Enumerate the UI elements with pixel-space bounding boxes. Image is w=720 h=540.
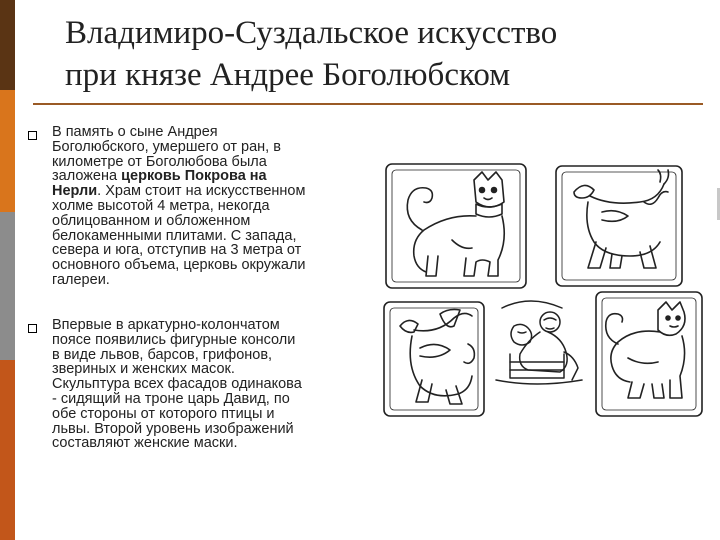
square-bullet-icon (28, 324, 37, 333)
text-line: Скульптура всех фасадов одинакова (52, 376, 302, 393)
title-underline (33, 103, 703, 105)
bullet-paragraph-1 (52, 125, 374, 288)
church-name-bold: церковь Покрова на (121, 168, 267, 185)
griffin-relief-image (552, 162, 686, 290)
text-line: холме высотой 4 метра, некогда (52, 197, 270, 214)
side-stripe-rust (0, 360, 15, 540)
text-line: Боголюбского, умершего от ран, в (52, 138, 281, 155)
side-stripe-orange (0, 90, 15, 212)
side-stripe-gray (0, 212, 15, 360)
text-line: основного объема, церковь окружали (52, 257, 306, 274)
title-line-2: при князе Андрее Боголюбском (65, 57, 511, 93)
title-line-1: Владимиро-Суздальское искусство (65, 15, 558, 51)
text-line: звериных и женских масок. (52, 361, 235, 378)
text-line: обе стороны от которого птицы и (52, 405, 275, 422)
griffin-relief-image-2 (380, 296, 488, 420)
text-fragment: . Храм стоит на искусственном (97, 183, 306, 200)
side-stripe-dark (0, 0, 15, 90)
text-line: в виде львов, барсов, грифонов, (52, 346, 273, 363)
text-line: километре от Боголюбова была (52, 153, 267, 170)
text-fragment: заложена (52, 168, 122, 185)
text-line: составляют женские маски. (52, 435, 238, 452)
text-line: львы. Второй уровень изображений (52, 420, 294, 437)
king-david-relief-image (492, 296, 588, 390)
bullet-paragraph-2 (52, 318, 374, 451)
text-line: - сидящий на троне царь Давид, по (52, 390, 290, 407)
text-line: галереи. (52, 271, 110, 288)
text-line: облицованном и обложенном (52, 212, 251, 229)
text-line: В память о сыне Андрея (52, 124, 218, 140)
church-name-bold: Нерли (52, 183, 98, 200)
text-line (52, 184, 374, 199)
beast-relief-image (592, 288, 706, 420)
text-line: Впервые в аркатурно-колончатом (52, 317, 280, 333)
lion-relief-image (382, 160, 530, 292)
text-line: белокаменными плитами. С запада, (52, 227, 297, 244)
slide-title (65, 12, 705, 96)
text-line: севера и юга, отступив на 3 метра от (52, 242, 302, 259)
text-line (52, 169, 374, 184)
text-line: поясе появились фигурные консоли (52, 331, 296, 348)
square-bullet-icon (28, 131, 37, 140)
